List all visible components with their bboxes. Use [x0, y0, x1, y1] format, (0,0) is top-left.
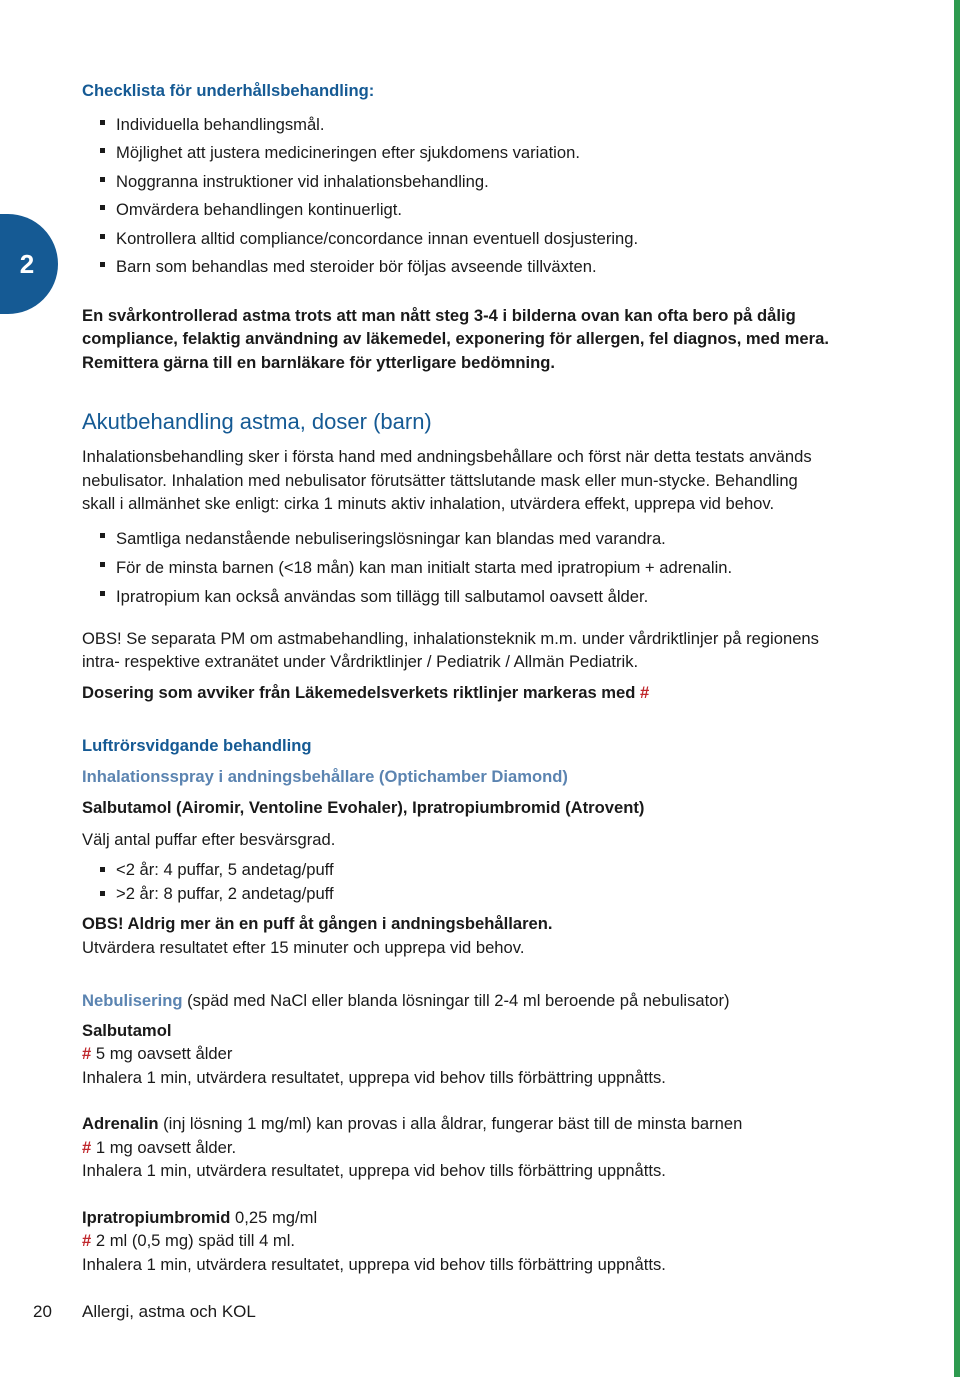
- ipratropium-dose: [82, 1229, 832, 1253]
- salbutamol-instruction: Inhalera 1 min, utvärdera resultatet, upprepa vid behov tills förbättring uppnåtts.: [82, 1067, 666, 1087]
- salbutamol-dose: [82, 1042, 832, 1066]
- nebulization-heading: [82, 989, 832, 1013]
- puff-instruction: Välj antal puffar efter besvärsgrad.: [82, 829, 336, 849]
- hash-marker: #: [82, 1137, 92, 1157]
- checklist-list: [82, 111, 832, 282]
- nebulization-note: (späd med NaCl eller blanda lösningar till 2-4 ml beroende på nebulisator): [187, 991, 730, 1010]
- list-item: Möjlighet att justera medicineringen efter sjukdomens variation.: [98, 139, 832, 168]
- bronchodilator-drugs: Salbutamol (Airomir, Ventoline Evohaler), Ipratropiumbromid (Atrovent): [82, 798, 645, 817]
- checklist-heading: Checklista för underhållsbehandling:: [82, 81, 375, 100]
- list-item: Omvärdera behandlingen kontinuerligt.: [98, 196, 832, 225]
- ipratropium-heading: [82, 1206, 832, 1230]
- obs-warning: OBS! Aldrig mer än en puff åt gången i andningsbehållaren.: [82, 914, 553, 933]
- bronchodilator-heading: Luftrörsvidgande behandling: [82, 736, 312, 755]
- list-item: <2 år: 4 puffar, 5 andetag/puff: [98, 858, 832, 882]
- section-title: Akutbehandling astma, doser (barn): [82, 409, 432, 434]
- evaluate-note: Utvärdera resultatet efter 15 minuter och upprepa vid behov.: [82, 937, 525, 957]
- list-item: Samtliga nedanstående nebuliseringslösningar kan blandas med varandra.: [98, 524, 832, 553]
- adrenalin-heading: [82, 1112, 832, 1136]
- puff-list: [82, 858, 832, 905]
- nebulization-label: Nebulisering: [82, 991, 183, 1010]
- adrenalin-name: Adrenalin: [82, 1114, 159, 1133]
- ipratropium-instruction: Inhalera 1 min, utvärdera resultatet, upprepa vid behov tills förbättring uppnåtts.: [82, 1254, 666, 1274]
- chapter-tab: 2: [0, 214, 58, 314]
- ipratropium-note: 0,25 mg/ml: [235, 1207, 318, 1227]
- acute-intro: Inhalationsbehandling sker i första hand med andningsbehållare och först när detta testats används nebulisator. Inhalation med nebulisator förutsätter tättslutande mask eller mun-stycke. Behandling skall i allmänhet ske enligt: cirka 1 minuts aktiv inhalation, utvärdera effekt, upprepa vid behov.: [82, 447, 812, 513]
- adrenalin-dose-text: 1 mg oavsett ålder.: [95, 1137, 237, 1157]
- adrenalin-dose: [82, 1136, 832, 1160]
- list-item: Individuella behandlingsmål.: [98, 111, 832, 140]
- salbutamol-name: Salbutamol: [82, 1020, 172, 1040]
- salbutamol-dose-text: 5 mg oavsett ålder: [95, 1044, 233, 1063]
- ipratropium-dose-text: 2 ml (0,5 mg) späd till 4 ml.: [95, 1231, 296, 1250]
- list-item: Kontrollera alltid compliance/concordance innan eventuell dosjustering.: [98, 225, 832, 254]
- ipratropium-name: Ipratropiumbromid: [82, 1207, 231, 1227]
- hash-marker: #: [640, 682, 650, 702]
- adrenalin-note: (inj lösning 1 mg/ml) kan provas i alla åldrar, fungerar bäst till de minsta barnen: [163, 1114, 743, 1133]
- difficult-asthma-note: En svårkontrollerad astma trots att man nått steg 3-4 i bilderna ovan kan ofta bero på dålig compliance, felaktig användning av läkemedel, exponering för allergen, fel diagnos, med mera. Remittera gärna till en barnläkare för ytterligare bedömning.: [82, 305, 829, 372]
- page-number: 20: [33, 1302, 52, 1321]
- dosing-note-text: Dosering som avviker från Läkemedelsverkets riktlinjer markeras med: [82, 682, 636, 702]
- list-item: Noggranna instruktioner vid inhalationsbehandling.: [98, 168, 832, 197]
- page-content: [82, 78, 832, 1276]
- list-item: För de minsta barnen (<18 mån) kan man initialt starta med ipratropium + adrenalin.: [98, 553, 832, 582]
- list-item: >2 år: 8 puffar, 2 andetag/puff: [98, 882, 832, 906]
- footer-title: Allergi, astma och KOL: [82, 1302, 256, 1321]
- list-item: Barn som behandlas med steroider bör följas avseende tillväxten.: [98, 253, 832, 282]
- obs-note: OBS! Se separata PM om astmabehandling, inhalationsteknik m.m. under vårdriktlinjer på regionens intra- respektive extranätet under Vårdriktlinjer / Pediatrik / Allmän Pediatrik.: [82, 628, 819, 671]
- acute-list: [82, 524, 832, 611]
- hash-marker: #: [82, 1231, 92, 1250]
- page-edge-bar: [954, 0, 960, 1377]
- bronchodilator-subheading: Inhalationsspray i andningsbehållare (Optichamber Diamond): [82, 766, 568, 786]
- list-item: Ipratropium kan också användas som tillägg till salbutamol oavsett ålder.: [98, 582, 832, 611]
- dosing-note: [82, 681, 832, 705]
- hash-marker: #: [82, 1044, 92, 1063]
- adrenalin-instruction: Inhalera 1 min, utvärdera resultatet, upprepa vid behov tills förbättring uppnåtts.: [82, 1161, 666, 1180]
